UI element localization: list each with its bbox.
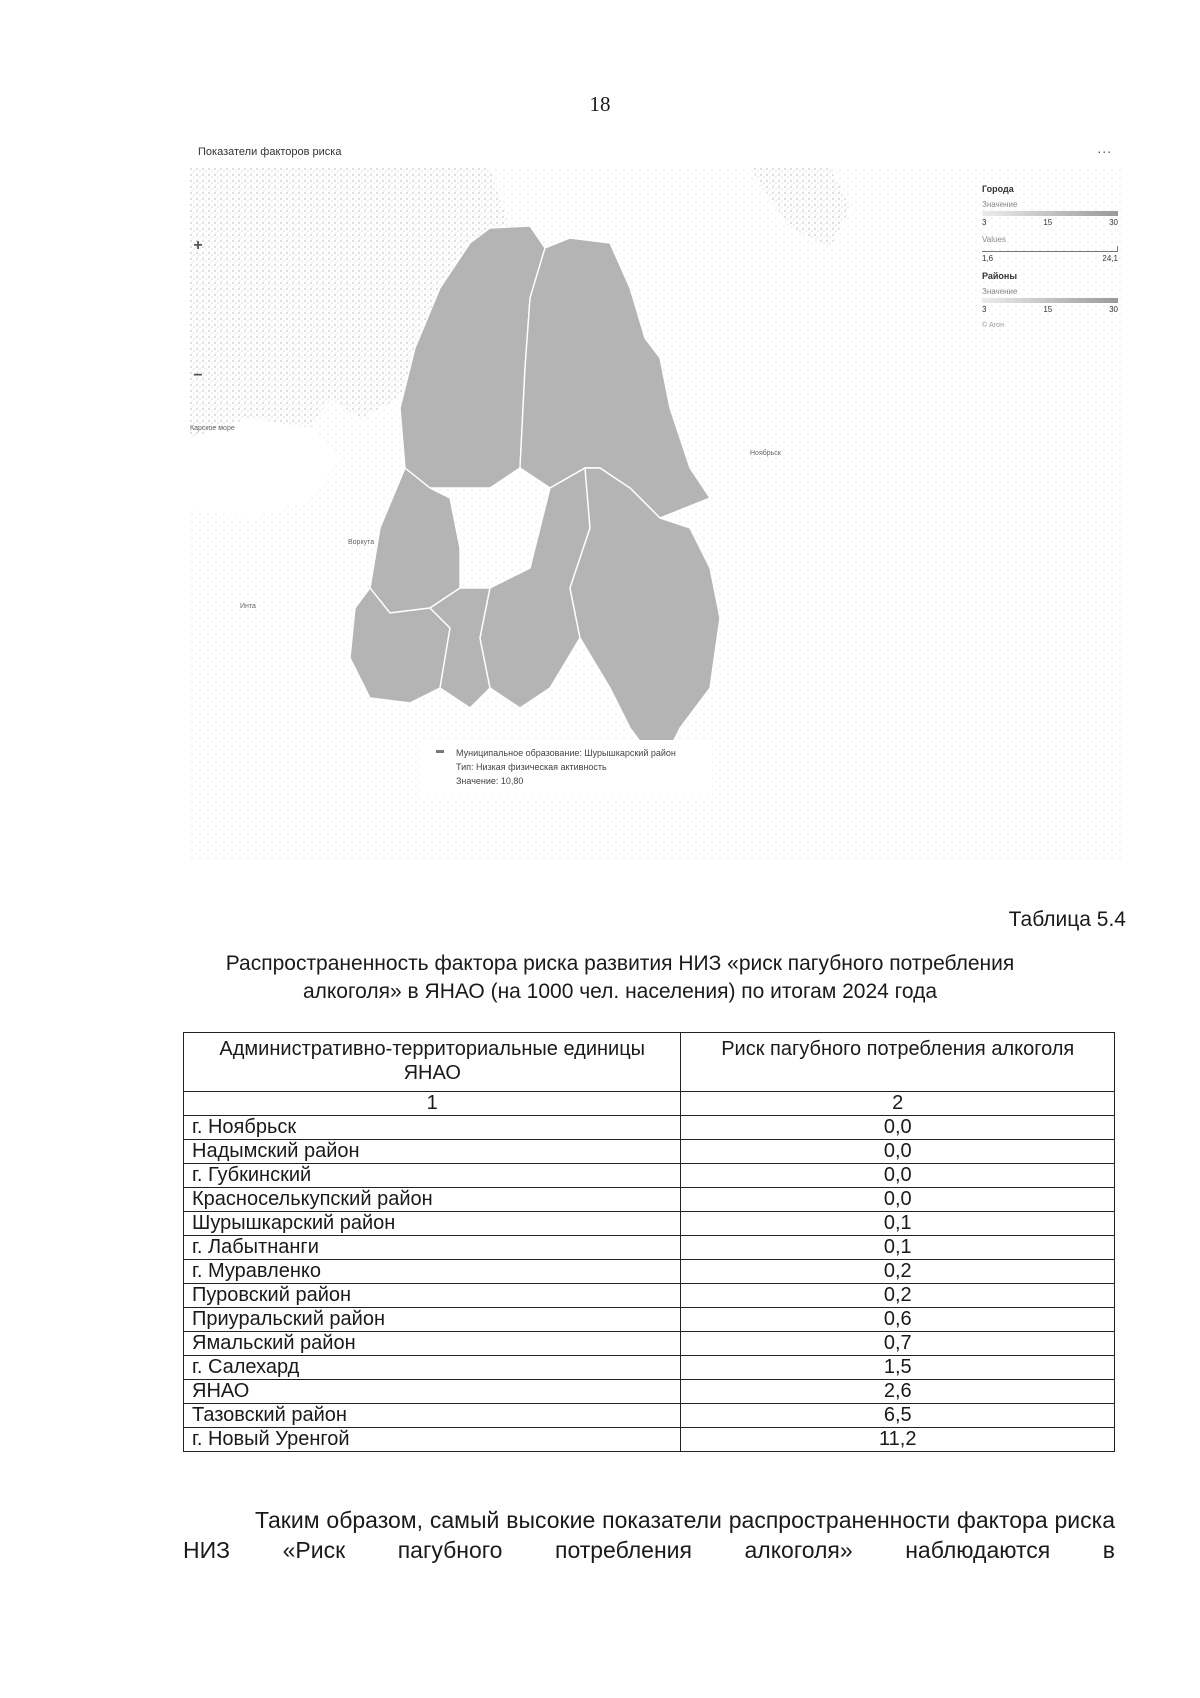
- table-row: [184, 1308, 1115, 1332]
- unit-cell: г. Губкинский: [184, 1164, 681, 1188]
- unit-cell: Шурышкарский район: [184, 1212, 681, 1236]
- map-label-kara-sea: Карское море: [190, 425, 235, 432]
- table-row: [184, 1188, 1115, 1212]
- legend-tick: 3: [982, 305, 987, 314]
- risk-value-cell: 0,7: [681, 1332, 1115, 1356]
- table-row: [184, 1380, 1115, 1404]
- legend-tick: 1,6: [982, 254, 994, 263]
- table-row: [184, 1116, 1115, 1140]
- table-row: [184, 1164, 1115, 1188]
- table-row: [184, 1140, 1115, 1164]
- alcohol-risk-table: [183, 1032, 1115, 1452]
- table-header-row: [184, 1033, 1115, 1092]
- unit-cell: Надымский район: [184, 1140, 681, 1164]
- table-header-unit: Административно-территориальные единицы ЯНАО: [184, 1033, 681, 1092]
- risk-value-cell: 0,0: [681, 1140, 1115, 1164]
- tooltip-swatch: [436, 750, 444, 753]
- legend-cities-heading: Города: [982, 184, 1014, 194]
- legend-cities-gradient: [982, 211, 1118, 216]
- risk-value-cell: 2,6: [681, 1380, 1115, 1404]
- legend-districts-ticks: [982, 305, 1118, 314]
- tooltip-type: Тип: Низкая физическая активность: [456, 762, 607, 772]
- risk-value-cell: 0,2: [681, 1284, 1115, 1308]
- table-title: Распространенность фактора риска развития НИЗ «риск пагубного потребления алкоголя» в ЯНАО (на 1000 чел. населения) по итогам 2024 года: [225, 952, 1015, 1003]
- table-row: [184, 1428, 1115, 1452]
- map-legend: [982, 184, 1118, 329]
- unit-cell: Приуральский район: [184, 1308, 681, 1332]
- unit-cell: ЯНАО: [184, 1380, 681, 1404]
- legend-tick: 15: [1043, 305, 1053, 314]
- table-row: [184, 1332, 1115, 1356]
- risk-value-cell: 1,5: [681, 1356, 1115, 1380]
- legend-tick: 30: [1109, 218, 1118, 227]
- risk-value-cell: 11,2: [681, 1428, 1115, 1452]
- more-options-icon[interactable]: ...: [1097, 140, 1112, 156]
- legend-cities-value-label: Значение: [982, 200, 1018, 209]
- legend-districts-gradient: [982, 298, 1118, 303]
- table-row: [184, 1284, 1115, 1308]
- table-caption: Таблица 5.4: [1008, 908, 1126, 931]
- legend-tick: 3: [982, 218, 987, 227]
- risk-factor-map-widget: [190, 140, 1122, 860]
- risk-value-cell: 0,1: [681, 1236, 1115, 1260]
- risk-value-cell: 0,1: [681, 1212, 1115, 1236]
- tooltip-value: Значение: 10,80: [456, 776, 524, 786]
- table-row: [184, 1212, 1115, 1236]
- table-row: [184, 1356, 1115, 1380]
- risk-value-cell: 0,0: [681, 1188, 1115, 1212]
- risk-value-cell: 0,2: [681, 1260, 1115, 1284]
- unit-cell: г. Ноябрьск: [184, 1116, 681, 1140]
- legend-values-scale: [982, 246, 1118, 252]
- page-number: 18: [589, 92, 611, 116]
- unit-cell: г. Муравленко: [184, 1260, 681, 1284]
- legend-districts-heading: Районы: [982, 271, 1018, 281]
- risk-value-cell: 0,0: [681, 1164, 1115, 1188]
- table-body: [184, 1092, 1115, 1452]
- map-label-noyabrsk: Ноябрьск: [750, 450, 781, 457]
- legend-cities-ticks: [982, 218, 1118, 227]
- table-column-number-row: [184, 1092, 1115, 1116]
- body-paragraph: Таким образом, самый высокие показатели распространенности фактора риска НИЗ «Риск пагубного потребления алкоголя» наблюдаются в: [183, 1507, 1115, 1563]
- legend-footer: © Агон: [982, 322, 1004, 329]
- table-row: [184, 1404, 1115, 1428]
- unit-cell: Красноселькупский район: [184, 1188, 681, 1212]
- zoom-in-button[interactable]: +: [193, 237, 203, 254]
- legend-tick: 30: [1109, 305, 1118, 314]
- risk-value-cell: 0,0: [681, 1116, 1115, 1140]
- legend-tick: 24,1: [1102, 254, 1118, 263]
- tooltip-municipality: Муниципальное образование: Шурышкарский район: [456, 748, 676, 758]
- map-label-vorkuta: Воркута: [348, 539, 375, 546]
- unit-cell: г. Салехард: [184, 1356, 681, 1380]
- map-tooltip: [422, 740, 712, 796]
- unit-cell: г. Лабытнанги: [184, 1236, 681, 1260]
- zoom-out-button[interactable]: −: [193, 367, 203, 384]
- table-row: [184, 1236, 1115, 1260]
- unit-cell: г. Новый Уренгой: [184, 1428, 681, 1452]
- unit-cell: Тазовский район: [184, 1404, 681, 1428]
- unit-cell: Ямальский район: [184, 1332, 681, 1356]
- legend-tick: 15: [1043, 218, 1053, 227]
- legend-districts-value-label: Значение: [982, 287, 1018, 296]
- risk-value-cell: 0,6: [681, 1308, 1115, 1332]
- legend-values-ticks: [982, 254, 1118, 263]
- column-number: 2: [681, 1092, 1115, 1116]
- risk-value-cell: 6,5: [681, 1404, 1115, 1428]
- column-number: 1: [184, 1092, 681, 1116]
- table-row: [184, 1260, 1115, 1284]
- map-title: Показатели факторов риска: [198, 146, 342, 158]
- unit-cell: Пуровский район: [184, 1284, 681, 1308]
- table-header-risk: Риск пагубного потребления алкоголя: [681, 1033, 1115, 1092]
- map-label-inta: Инта: [240, 603, 256, 610]
- legend-values-label: Values: [982, 235, 1006, 244]
